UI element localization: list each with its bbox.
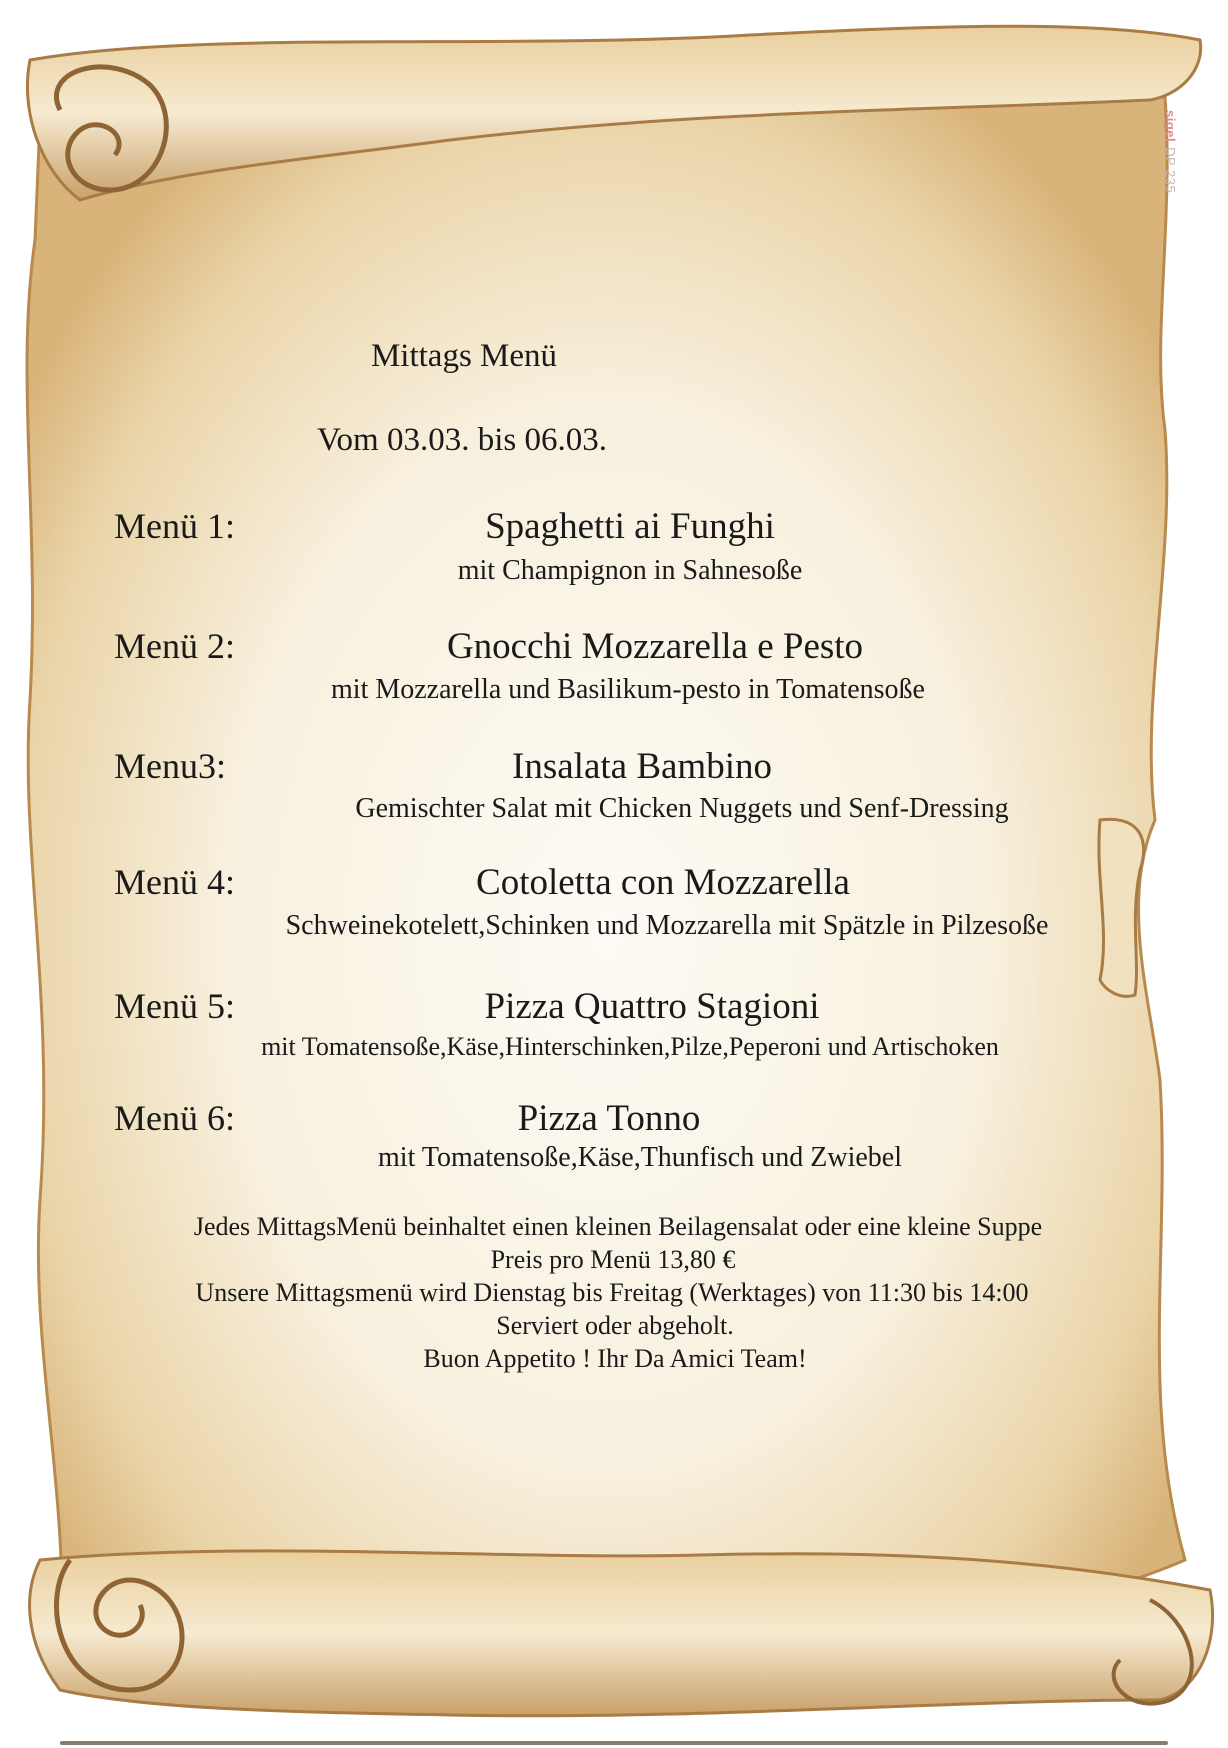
brand-name: sigel — [1163, 110, 1178, 143]
menu-1-dish: Spaghetti ai Funghi — [485, 506, 775, 547]
menu-5-label: Menü 5: — [114, 986, 235, 1026]
menu-6-label: Menü 6: — [114, 1098, 235, 1138]
menu-6-dish: Pizza Tonno — [517, 1098, 701, 1139]
menu-1-label: Menü 1: — [114, 506, 235, 546]
footer-signoff: Buon Appetito ! Ihr Da Amici Team! — [423, 1344, 807, 1373]
menu-1-description: mit Champignon in Sahnesoße — [457, 555, 803, 586]
menu-3-label: Menu3: — [114, 746, 226, 786]
menu-3-dish: Insalata Bambino — [512, 746, 772, 787]
brand-watermark — [1163, 110, 1178, 193]
footer-serve-pickup: Serviert oder abgeholt. — [496, 1311, 734, 1340]
footer-service-hours: Unsere Mittagsmenü wird Dienstag bis Freitag (Werktages) von 11:30 bis 14:00 — [195, 1278, 1029, 1307]
menu-4-description: Schweinekotelett,Schinken und Mozzarella mit Spätzle in Pilzesoße — [285, 910, 1049, 941]
footer-side-dish-note: Jedes MittagsMenü beinhaltet einen kleinen Beilagensalat oder eine kleine Suppe — [193, 1212, 1043, 1241]
menu-6-description: mit Tomatensoße,Käse,Thunfisch und Zwiebel — [378, 1142, 902, 1173]
menu-5-dish: Pizza Quattro Stagioni — [484, 986, 820, 1027]
brand-code: DP 235 — [1163, 147, 1178, 194]
menu-title: Mittags Menü — [370, 338, 558, 374]
menu-3-description: Gemischter Salat mit Chicken Nuggets und Senf-Dressing — [355, 793, 1009, 824]
menu-4-dish: Cotoletta con Mozzarella — [476, 862, 850, 903]
menu-2-description: mit Mozzarella und Basilikum-pesto in Tomatensoße — [331, 674, 925, 705]
menu-4-label: Menü 4: — [114, 862, 235, 902]
footer-price: Preis pro Menü 13,80 € — [490, 1245, 736, 1274]
bottom-edge-divider — [60, 1741, 1168, 1745]
date-range: Vom 03.03. bis 06.03. — [316, 422, 607, 458]
menu-5-description: mit Tomatensoße,Käse,Hinterschinken,Pilze,Peperoni und Artischoken — [261, 1032, 999, 1061]
menu-2-dish: Gnocchi Mozzarella e Pesto — [446, 626, 864, 667]
menu-2-label: Menü 2: — [114, 626, 235, 666]
